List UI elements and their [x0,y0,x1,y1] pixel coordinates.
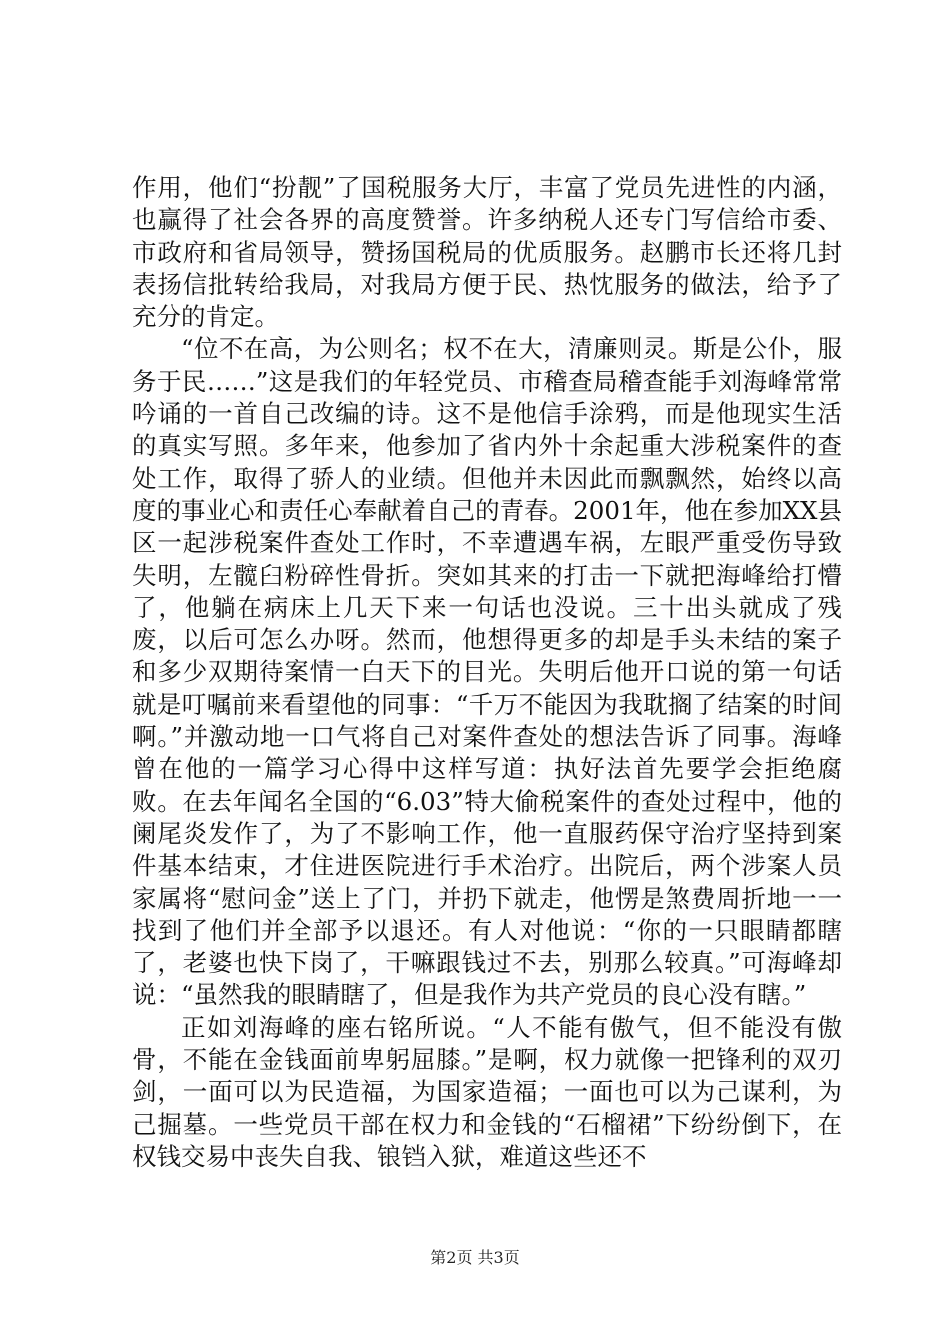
paragraph-1: 作用，他们“扮靓”了国税服务大厅，丰富了党员先进性的内涵，也赢得了社会各界的高度赞誉。许多纳税人还专门写信给市委、市政府和省局领导，赞扬国税局的优质服务。赵鹏市长还将几封表扬信批转给我局，对我局方便于民、热忱服务的做法，给予了充分的肯定。 [132,173,842,332]
paragraph-3: 正如刘海峰的座右铭所说。“人不能有傲气，但不能没有傲骨，不能在金钱面前卑躬屈膝。”是啊，权力就像一把锋利的双刃剑，一面可以为民造福，为国家造福；一面也可以为己谋利，为己掘墓。一些党员干部在权力和金钱的“石榴裙”下纷纷倒下，在权钱交易中丧失自我、锒铛入狱，难道这些还不 [132,1012,842,1171]
document-body [132,172,842,1173]
paragraph-2: “位不在高，为公则名；权不在大，清廉则灵。斯是公仆，服务于民……”这是我们的年轻党员、市稽查局稽查能手刘海峰常常吟诵的一首自己改编的诗。这不是他信手涂鸦，而是他现实生活的真实写照。多年来，他参加了省内外十余起重大涉税案件的查处工作，取得了骄人的业绩。但他并未因此而飘飘然，始终以高度的事业心和责任心奉献着自己的青春。2001年，他在参加XX县区一起涉税案件查处工作时，不幸遭遇车祸，左眼严重受伤导致失明，左髋臼粉碎性骨折。突如其来的打击一下就把海峰给打懵了，他躺在病床上几天下来一句话也没说。三十出头就成了残废，以后可怎么办呀。然而，他想得更多的却是手头未结的案子和多少双期待案情一白天下的目光。失明后他开口说的第一句话就是叮嘱前来看望他的同事：“千万不能因为我耽搁了结案的时间啊。”并激动地一口气将自己对案件查处的想法告诉了同事。海峰曾在他的一篇学习心得中这样写道：执好法首先要学会拒绝腐败。在去年闻名全国的“6.03”特大偷税案件的查处过程中，他的阑尾炎发作了，为了不影响工作，他一直服药保守治疗坚持到案件基本结束，才住进医院进行手术治疗。出院后，两个涉案人员家属将“慰问金”送上了门，并扔下就走，他愣是煞费周折地一一找到了他们并全部予以退还。有人对他说：“你的一只眼睛都瞎了，老婆也快下岗了，干嘛跟钱过不去，别那么较真。”可海峰却说：“虽然我的眼睛瞎了，但是我作为共产党员的良心没有瞎。” [132,334,842,1010]
page-footer: 第2页 共3页 [430,1248,520,1267]
